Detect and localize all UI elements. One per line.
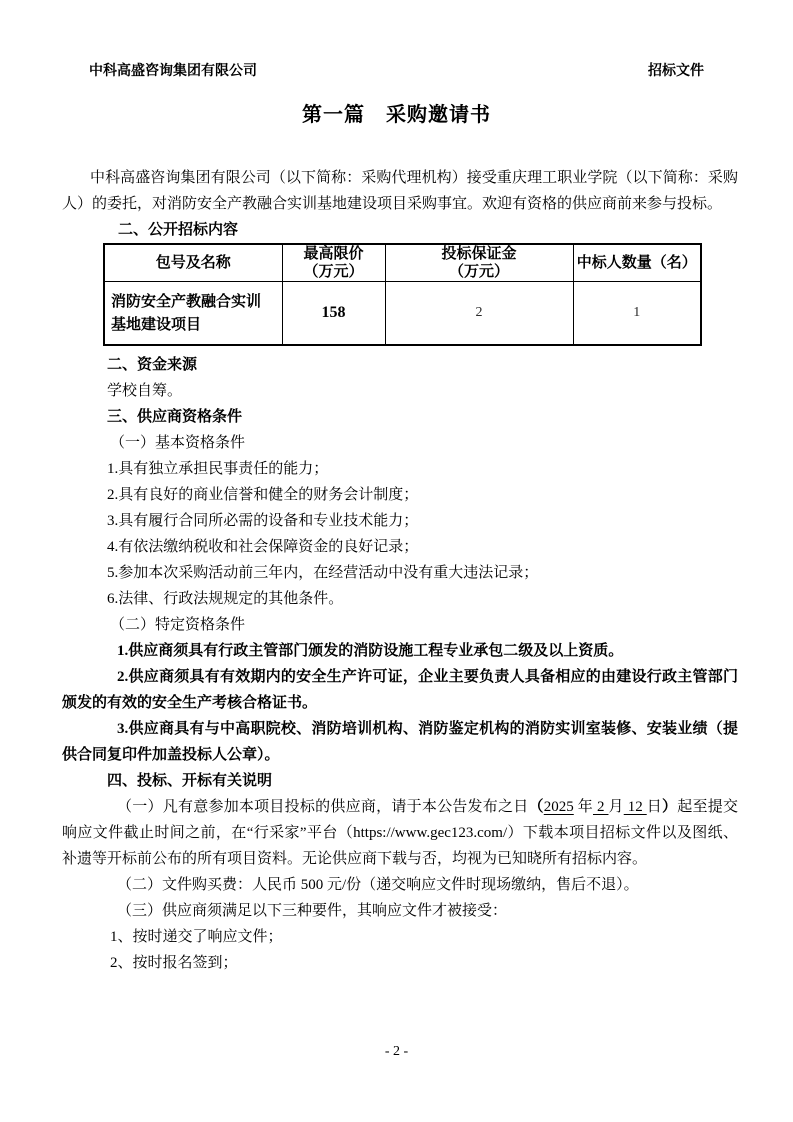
section-heading-funding: 二、资金来源: [107, 355, 198, 373]
section-heading-bidding-content: 二、公开招标内容: [118, 221, 239, 238]
max-price-cell: 158: [282, 282, 385, 345]
col-header-package: 包号及名称: [104, 244, 282, 282]
basic-qualification-heading: （一）基本资格条件: [110, 434, 246, 451]
bid-bond-cell: 2: [385, 282, 573, 345]
date-paren-close: ）: [661, 798, 678, 815]
header-doc-type: 招标文件: [648, 62, 704, 78]
bid-opening-sub-item-2: 2、按时报名签到；: [110, 954, 238, 971]
date-month: 2: [593, 798, 609, 815]
bid-opening-item-3: （三）供应商须满足以下三种要件，其响应文件才被接受：: [117, 902, 508, 919]
basic-qualification-item-1: 1.具有独立承担民事责任的能力；: [107, 460, 329, 477]
package-name-cell: 消防安全产教融合实训基地建设项目: [104, 282, 282, 345]
basic-qualification-item-6: 6.法律、行政法规规定的其他条件。: [107, 590, 344, 607]
col-header-winner-count: 中标人数量（名）: [573, 244, 701, 282]
date-year-label: 年: [573, 798, 593, 815]
table-row: [104, 282, 701, 345]
date-paren-open: （: [528, 798, 544, 815]
specific-qualification-item-3: 3.供应商具有与中高职院校、消防培训机构、消防鉴定机构的消防实训室装修、安装业绩（提供合同复印件加盖投标人公章）。: [62, 720, 738, 763]
item-1-text: （一）凡有意参加本项目投标的供应商，请于本公告发布之日: [117, 798, 529, 815]
date-day: 12: [623, 798, 647, 815]
col-header-bid-bond: 投标保证金 （万元）: [385, 244, 573, 282]
basic-qualification-item-2: 2.具有良好的商业信誉和健全的财务会计制度；: [107, 486, 419, 503]
basic-qualification-item-3: 3.具有履行合同所必需的设备和专业技术能力；: [107, 512, 419, 529]
funding-body: 学校自筹。: [107, 382, 183, 399]
page-number: - 2 -: [384, 1044, 409, 1059]
date-day-label: 日: [646, 798, 662, 815]
specific-qualification-item-2: 2.供应商须具有有效期内的安全生产许可证，企业主要负责人具备相应的由建设行政主管部门颁发的有效的安全生产考核合格证书。: [62, 668, 738, 711]
date-year: 2025: [543, 798, 574, 815]
section-heading-qualification: 三、供应商资格条件: [107, 407, 243, 425]
document-header: [89, 62, 704, 78]
intro-paragraph: 中科高盛咨询集团有限公司（以下简称：采购代理机构）接受重庆理工职业学院（以下简称：采购人）的委托，对消防安全产教融合实训基地建设项目采购事宜。欢迎有资格的供应商前来参与投标。: [62, 170, 738, 212]
basic-qualification-item-5: 5.参加本次采购活动前三年内，在经营活动中没有重大违法记录；: [107, 564, 539, 581]
specific-qualification-heading: （二）特定资格条件: [110, 616, 246, 633]
col-header-max-price: 最高限价 （万元）: [282, 244, 385, 282]
bid-opening-item-1: [62, 794, 738, 872]
header-company-name: 中科高盛咨询集团有限公司: [89, 62, 257, 78]
basic-qualification-item-4: 4.有依法缴纳税收和社会保障资金的良好记录；: [107, 538, 419, 555]
page-title: 第一篇 采购邀请书: [302, 104, 491, 126]
date-month-label: 月: [608, 798, 624, 815]
bid-opening-sub-item-1: 1、按时递交了响应文件；: [110, 928, 283, 945]
section-heading-bid-opening: 四、投标、开标有关说明: [107, 771, 273, 789]
winner-count-cell: 1: [573, 282, 701, 345]
document-body: [62, 157, 738, 976]
bidding-content-table: [103, 243, 702, 346]
table-header-row: [104, 244, 701, 282]
bid-opening-item-2: （二）文件购买费：人民币 500 元/份（递交响应文件时现场缴纳，售后不退）。: [117, 876, 639, 893]
item-1-text-continued: 起至提交响应文件截止时间之前，在“行采家”平台（https://www.gec123.com/）下载本项目招标文件以及图纸、补遗等开标前公布的所有项目资料。无论供应商下载与否，均视为已知晓所有招标内容。: [62, 798, 738, 867]
specific-qualification-item-1: 1.供应商须具有行政主管部门颁发的消防设施工程专业承包二级及以上资质。: [117, 642, 624, 659]
